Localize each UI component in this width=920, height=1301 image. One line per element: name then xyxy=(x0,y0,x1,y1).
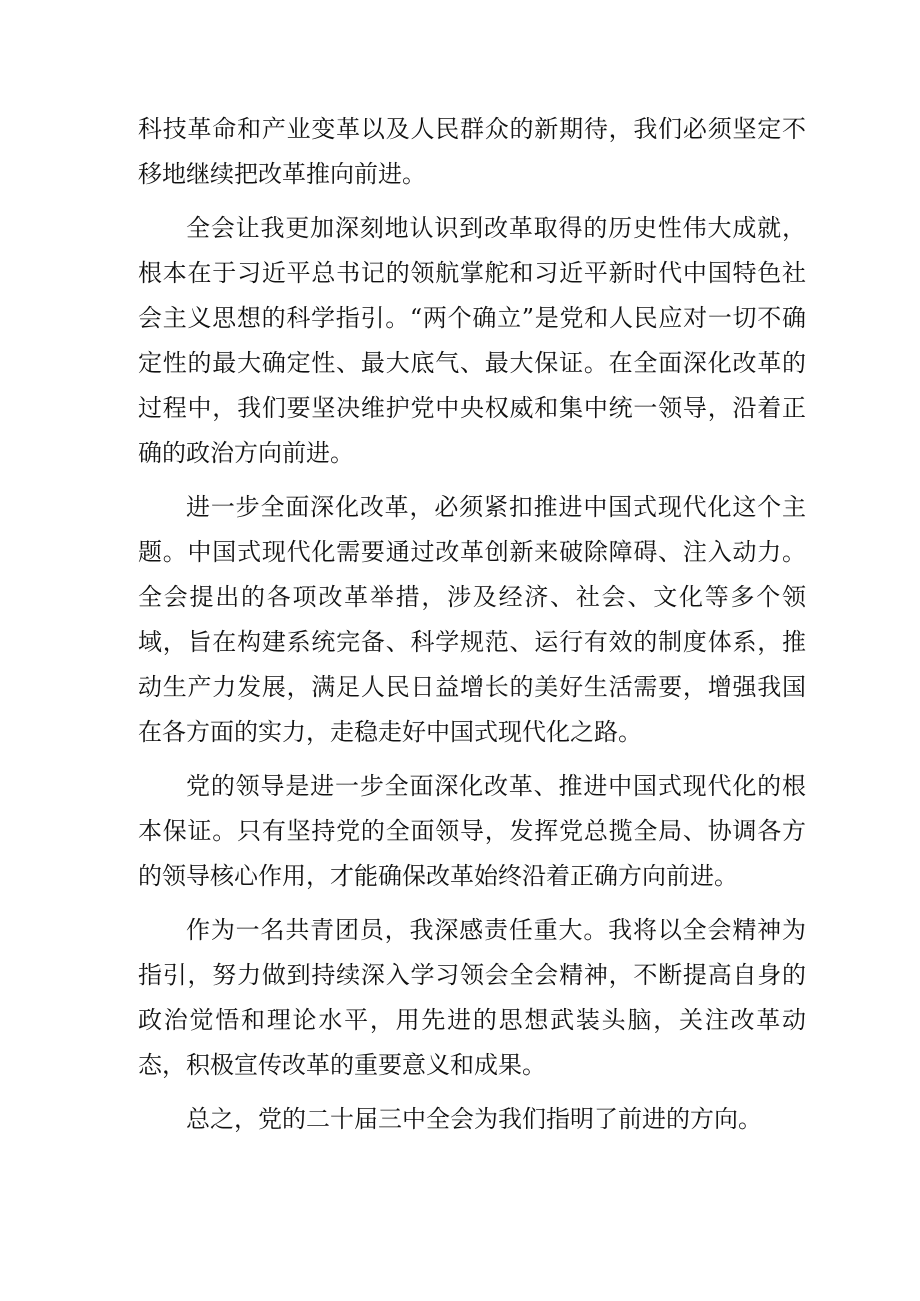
paragraph-6: 总之，党的二十届三中全会为我们指明了前进的方向。 xyxy=(186,1105,762,1133)
paragraph-5: 作为一名共青团员，我深感责任重大。我将以全会精神为指引，努力做到持续深入学习领会全会精神，不断提高自身的政治觉悟和理论水平，用先进的思想武装头脑，关注改革动态，积极宣传改革的重要意义和成果。 xyxy=(138,916,806,1079)
paragraph-3: 进一步全面深化改革，必须紧扣推进中国式现代化这个主题。中国式现代化需要通过改革创新来破除障碍、注入动力。全会提出的各项改革举措，涉及经济、社会、文化等多个领域，旨在构建系统完备、科学规范、运行有效的制度体系，推动生产力发展，满足人民日益增长的美好生活需要，增强我国在各方面的实力，走稳走好中国式现代化之路。 xyxy=(138,493,806,746)
paragraph-1: 科技革命和产业变革以及人民群众的新期待，我们必须坚定不移地继续把改革推向前进。 xyxy=(138,115,806,188)
document-body xyxy=(138,107,806,1151)
paragraph-2: 全会让我更加深刻地认识到改革取得的历史性伟大成就，根本在于习近平总书记的领航掌舵和习近平新时代中国特色社会主义思想的科学指引。“两个确立”是党和人民应对一切不确定性的最大确定性、最大底气、最大保证。在全面深化改革的过程中，我们要坚决维护党中央权威和集中统一领导，沿着正确的政治方向前进。 xyxy=(138,214,806,467)
paragraph-4: 党的领导是进一步全面深化改革、推进中国式现代化的根本保证。只有坚持党的全面领导，发挥党总揽全局、协调各方的领导核心作用，才能确保改革始终沿着正确方向前进。 xyxy=(138,772,806,890)
